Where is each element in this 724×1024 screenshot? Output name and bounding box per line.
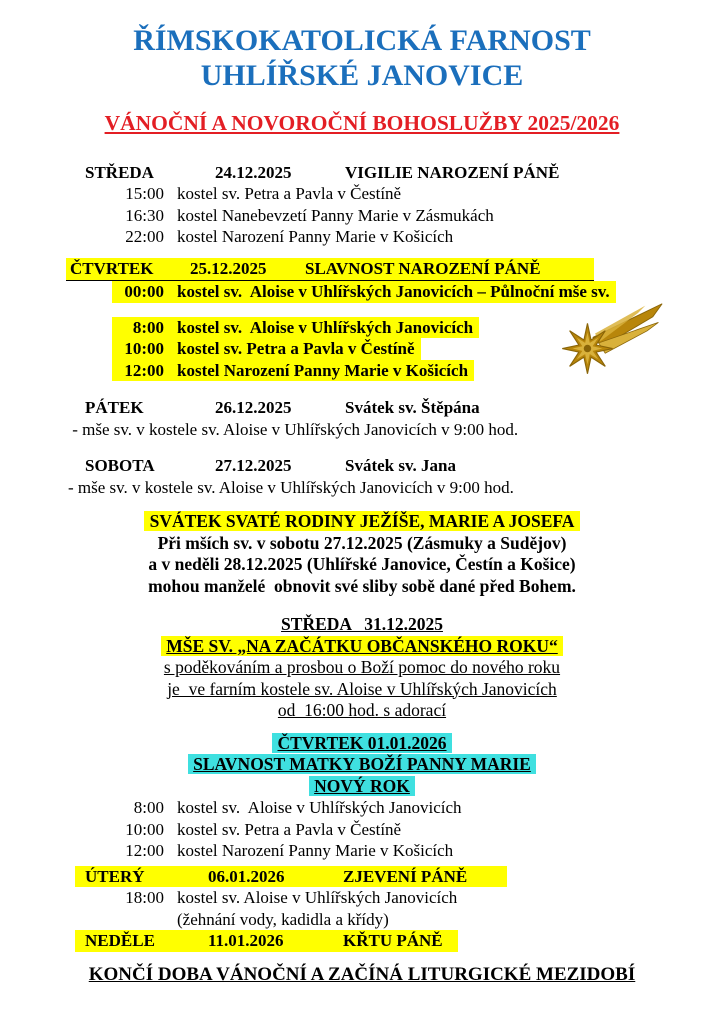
mass-time: 12:00 xyxy=(124,360,164,380)
day-header-row-highlighted xyxy=(75,866,507,888)
mass-time: 00:00 xyxy=(124,282,164,302)
civil-year-mass-title: MŠE SV. „NA ZAČÁTKU OBČANSKÉHO ROKU“ xyxy=(161,636,563,656)
parish-title-line-2: UHLÍŘSKÉ JANOVICE xyxy=(200,58,524,92)
section-john-27-12 xyxy=(68,455,724,498)
mass-row xyxy=(85,226,724,248)
day-date: 25.12.2025 xyxy=(190,258,267,278)
day-header-row xyxy=(85,455,724,477)
day-date: 24.12.2025 xyxy=(215,162,292,182)
section-holy-family xyxy=(0,511,724,597)
day-date: 26.12.2025 xyxy=(215,398,292,418)
new-year-schedule xyxy=(0,797,724,862)
day-header-row xyxy=(85,397,724,419)
mass-place: kostel Nanebevzetí Panny Marie v Zásmukách xyxy=(177,205,494,225)
mass-row xyxy=(85,887,724,909)
holy-family-line: mohou manželé obnovit své sliby sobě dané před Bohem. xyxy=(148,575,576,596)
section-stephen-26-12 xyxy=(68,397,724,440)
section-new-year xyxy=(0,733,724,862)
civil-year-line: od 16:00 hod. s adorací xyxy=(277,700,447,721)
mass-place: kostel sv. Petra a Pavla v Čestíně xyxy=(177,339,415,359)
parish-title-line-1: ŘÍMSKOKATOLICKÁ FARNOST xyxy=(133,24,591,57)
mass-note: - mše sv. v kostele sv. Aloise v Uhlířských Janovicích v 9:00 hod. xyxy=(68,477,514,497)
mass-row xyxy=(85,183,724,205)
civil-year-day-heading: STŘEDA 31.12.2025 xyxy=(281,614,443,635)
day-name: NEDĚLE xyxy=(85,931,155,951)
civil-year-line: s poděkováním a prosbou o Boží pomoc do nového roku xyxy=(163,657,561,678)
new-year-day-heading: ČTVRTEK 01.01.2026 xyxy=(272,733,451,753)
page-subtitle-wrap xyxy=(0,111,724,136)
mass-place: kostel sv. Aloise v Uhlířských Janovicích – Půlnoční mše sv. xyxy=(177,282,610,302)
mass-time: 10:00 xyxy=(125,819,164,839)
day-name: STŘEDA xyxy=(85,162,154,182)
page-title xyxy=(0,24,724,94)
mass-place: kostel Narození Panny Marie v Košicích xyxy=(177,227,454,247)
day-header-row-highlighted xyxy=(66,258,594,282)
mass-row xyxy=(85,205,724,227)
feast-title: SLAVNOST NAROZENÍ PÁNĚ xyxy=(305,258,541,278)
mass-time: 22:00 xyxy=(125,227,164,247)
page-subtitle: VÁNOČNÍ A NOVOROČNÍ BOHOSLUŽBY 2025/2026 xyxy=(104,110,620,135)
mass-place: kostel sv. Petra a Pavla v Čestíně xyxy=(177,819,402,839)
closing-statement xyxy=(0,964,724,986)
holy-family-line: Při mších sv. v sobotu 27.12.2025 (Zásmuky a Sudějov) xyxy=(157,532,567,553)
mass-time: 8:00 xyxy=(133,798,164,818)
mass-row xyxy=(85,840,724,862)
mass-time: 16:30 xyxy=(125,205,164,225)
section-civil-year-eve xyxy=(0,614,724,722)
blessing-note: (žehnání vody, kadidla a křídy) xyxy=(177,909,389,929)
holy-family-line: a v neděli 28.12.2025 (Uhlířské Janovice, Čestín a Košice) xyxy=(148,554,576,575)
day-date: 27.12.2025 xyxy=(215,456,292,476)
mass-time: 15:00 xyxy=(125,184,164,204)
mass-place: kostel sv. Aloise v Uhlířských Janovicích xyxy=(177,798,462,818)
day-name: SOBOTA xyxy=(85,456,155,476)
feast-title: VIGILIE NAROZENÍ PÁNĚ xyxy=(345,162,560,182)
civil-year-line: je ve farním kostele sv. Aloise v Uhlířských Janovicích xyxy=(167,678,557,699)
mass-row xyxy=(85,797,724,819)
feast-title: Svátek sv. Štěpána xyxy=(345,398,480,418)
new-year-feast-title: SLAVNOST MATKY BOŽÍ PANNY MARIE xyxy=(188,754,536,774)
mass-time: 10:00 xyxy=(124,339,164,359)
holy-family-heading: SVÁTEK SVATÉ RODINY JEŽÍŠE, MARIE A JOSEFA xyxy=(144,511,581,531)
day-date: 06.01.2026 xyxy=(208,866,285,886)
mass-place: kostel Narození Panny Marie v Košicích xyxy=(177,841,454,861)
day-name: ČTVRTEK xyxy=(70,258,154,278)
mass-row xyxy=(85,819,724,841)
day-date: 11.01.2026 xyxy=(208,931,284,951)
new-year-subtitle: NOVÝ ROK xyxy=(309,776,415,796)
day-name: ÚTERÝ xyxy=(85,866,145,886)
day-name: PÁTEK xyxy=(85,398,144,418)
mass-place: kostel sv. Petra a Pavla v Čestíně xyxy=(177,184,402,204)
comet-star-icon xyxy=(552,299,664,385)
mass-place: kostel sv. Aloise v Uhlířských Janovicích xyxy=(177,888,458,908)
mass-place: kostel Narození Panny Marie v Košicích xyxy=(177,360,469,380)
mass-time: 18:00 xyxy=(125,888,164,908)
day-header-row xyxy=(85,162,724,184)
mass-time: 12:00 xyxy=(125,841,164,861)
feast-title: ZJEVENÍ PÁNĚ xyxy=(343,866,468,886)
mass-time: 8:00 xyxy=(132,317,164,337)
feast-title: KŘTU PÁNĚ xyxy=(343,931,443,951)
section-vigil-24-12 xyxy=(85,162,724,248)
feast-title: Svátek sv. Jana xyxy=(345,456,456,476)
day-header-row-highlighted xyxy=(75,930,458,952)
schedule-content-bottom xyxy=(0,866,724,952)
mass-place: kostel sv. Aloise v Uhlířských Janovicích xyxy=(177,317,474,337)
mass-note: - mše sv. v kostele sv. Aloise v Uhlířských Janovicích v 9:00 hod. xyxy=(68,419,519,439)
closing-statement-text: KONČÍ DOBA VÁNOČNÍ A ZAČÍNÁ LITURGICKÉ MEZIDOBÍ xyxy=(88,963,636,985)
section-epiphany xyxy=(85,866,724,952)
